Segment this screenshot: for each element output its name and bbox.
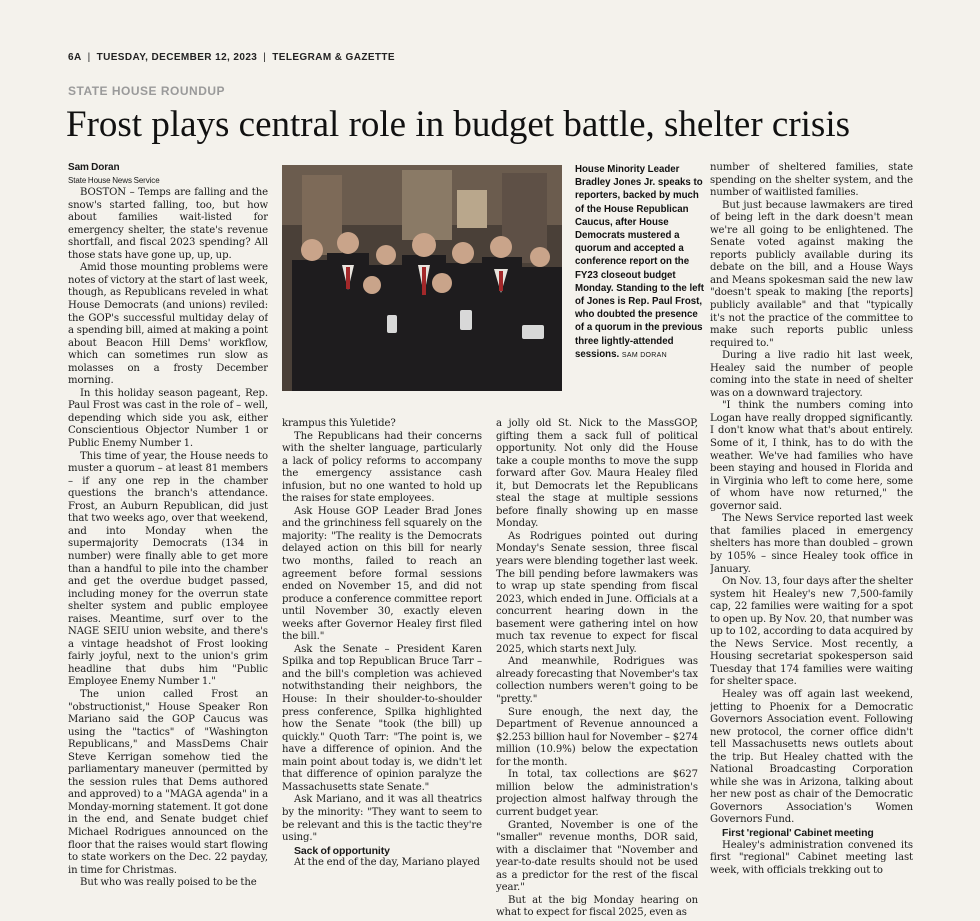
paragraph: krampus this Yuletide? bbox=[282, 418, 396, 429]
caption-text: House Minority Leader Bradley Jones Jr. speaks to reporters, backed by much of the House Republican Caucus, after House Democrats mustered a quorum and accepted a conference report on the FY23 closeout budget Monday. Standing to the left of Jones is Rep. Paul Frost, who doubted the presence of a quorum in the previous three lightly-attended sessions. bbox=[575, 164, 704, 360]
paragraph: And meanwhile, Rodrigues was already forecasting that November's tax collection numbers weren't going to be "pretty." bbox=[496, 656, 698, 706]
headline: Frost plays central role in budget battle, shelter crisis bbox=[66, 104, 850, 145]
photo-image bbox=[282, 165, 562, 391]
paragraph: a jolly old St. Nick to the MassGOP, gifting them a sack full of political opportunity. Not only did the House take a couple months to move the supp forward after Gov. Maura Healey filed it, but Democrats let the Republicans steal the stage at multiple sessions before finally showing up en masse Monday. bbox=[496, 418, 698, 530]
byline-name: Sam Doran bbox=[68, 162, 120, 173]
photo-caption bbox=[575, 163, 705, 362]
paragraph: But who was really poised to be the bbox=[80, 877, 257, 889]
paragraph: Sure enough, the next day, the Department of Revenue announced a $2.253 billion haul for November – $274 million (10.9%) below the expectation for the month. bbox=[496, 706, 698, 768]
article-column-3 bbox=[496, 418, 698, 921]
paragraph: The Republicans had their concerns with the shelter language, particularly a lack of policy reforms to accompany the emergency assistance cash infusion, but no one wanted to hold up the raises for state employees. bbox=[282, 430, 482, 505]
paragraph: In total, tax collections are $627 million below the administration's projection almost halfway through the current budget year. bbox=[496, 769, 698, 818]
section-kicker: STATE HOUSE ROUNDUP bbox=[68, 84, 226, 98]
paper-name: TELEGRAM & GAZETTE bbox=[272, 52, 396, 63]
news-photo bbox=[282, 165, 562, 391]
paragraph: number of sheltered families, state spending on the shelter system, and the number of waitlisted families. bbox=[710, 162, 913, 199]
photo-credit: SAM DORAN bbox=[621, 351, 667, 359]
article-column-1 bbox=[68, 162, 268, 921]
paragraph: Ask Mariano, and it was all theatrics by the minority: "They want to seem to be relevant and this is the tactic they're using." bbox=[282, 794, 482, 844]
paragraph: BOSTON – Temps are falling and the snow's started falling, too, but how about families wait-listed for emergency shelter, the state's revenue shortfall, and fiscal 2023 spending? All those stats have gone up, up, up. bbox=[68, 187, 268, 261]
paragraph: Healey was off again last weekend, jetting to Phoenix for a Democratic Governors Association event. Following new protocol, the corner office didn't tell Massachusetts news outlets about the trip. But Healey chatted with the National Broadcasting Corporation while she was in Arizona, talking about her new post as chair of the Democratic Governors Association's Women Governors Fund. bbox=[710, 688, 913, 826]
paragraph: The News Service reported last week that families placed in emergency shelters has more than doubled – grown by 105% – since Healey took office in January. bbox=[710, 513, 913, 575]
paragraph: Granted, November is one of the "smaller" revenue months, DOR said, with a disclaimer that "November and year-to-date results should not be used as a predictor for the rest of the fiscal year." bbox=[496, 819, 698, 894]
issue-date: TUESDAY, DECEMBER 12, 2023 bbox=[96, 52, 258, 63]
article-column-4 bbox=[710, 162, 913, 921]
paragraph: As Rodrigues pointed out during Monday's Senate session, three fiscal years were blending together last week. The bill pending before lawmakers was to wrap up state spending from fiscal 2023, which ended in June. Officials at a concurrent hearing down in the basement were gathering intel on how much tax revenue to expect for fiscal 2025, which starts next July. bbox=[496, 530, 698, 655]
paragraph: But just because lawmakers are tired of being left in the dark doesn't mean we're all going to be enlightened. The Senate voted against making the reports publicly available during its debate on the bill, and a House Ways and Means spokesman said the new law "doesn't speak to making [the reports] publicly available" and that "typically it's not the practice of the committee to make such reports public unless required to." bbox=[710, 199, 913, 349]
subhead: Sack of opportunity bbox=[294, 844, 390, 857]
paragraph: "I think the numbers coming into Logan have really dropped significantly. I don't know what that's about entirely. Some of it, I think, has to do with the weather. We've had families who have been staying and housed in Florida and in Virginia who left to come here, some of whom have now returned," the governor said. bbox=[710, 400, 913, 512]
page-number: 6A bbox=[68, 52, 82, 63]
paragraph: In this holiday season pageant, Rep. Paul Frost was cast in the role of – well, depending which side you ask, either Conscientious Objector Number 1 or Public Enemy Number 1. bbox=[68, 387, 268, 450]
paragraph: The union called Frost an "obstructionist," House Speaker Ron Mariano said the GOP Caucus was using the "tactics" of "Washington Republicans," and MassDems Chair Steve Kerrigan somehow tied the parliamentary maneuver (permitted by the session rules that Dems authored and approved) to a "MAGA agenda" in a Monday-morning statement. It got done in the end, and Senate budget chief Michael Rodrigues announced on the floor that the raises would start flowing to state workers on the Dec. 22 payday, in time for Christmas. bbox=[68, 688, 268, 876]
paragraph: This time of year, the House needs to muster a quorum – at least 81 members – if any one rep in the chamber questions the branch's attendance. Frost, an Auburn Republican, did just that two weeks ago, over that weekend, and into Monday when the supermajority Democrats (134 in number) were finally able to get more than a handful to pile into the chamber and get the overdue budget passed, including money for the overrun state shelter system and public employee raises. Meantime, surf over to the NAGE SEIU union website, and there's a vintage headshot of Frost looking fairly joyful, next to the union's grim headline that dubs him "Public Employee Enemy Number 1." bbox=[68, 450, 268, 688]
paragraph: On Nov. 13, four days after the shelter system hit Healey's new 7,500-family cap, 22 families were waiting for a spot to open up. By Nov. 20, that number was up to 102, according to data acquired by the News Service. Most recently, a Housing secretariat spokesperson said Tuesday that 174 families were waiting for shelter space. bbox=[710, 576, 913, 688]
article-column-2 bbox=[282, 418, 482, 921]
paragraph: Healey's administration convened its first "regional" Cabinet meeting last week, with officials trekking out to bbox=[710, 839, 913, 876]
paragraph: Amid those mounting problems were notes of victory at the start of last week, though, as Republicans reveled in what House Democrats (and unions) reviled: the GOP's successful multiday delay of a spending bill, aimed at making a point about Beacon Hill Dems' workflow, which can sometimes run slow as molasses on a frosty December morning. bbox=[68, 262, 268, 387]
paragraph: Ask the Senate – President Karen Spilka and top Republican Bruce Tarr – and the bill's completion was achieved notwithstanding their neighbors, the House: In their shoulder-to-shoulder press conference, Spilka highlighted how the Senate "took (the bill) up quickly." Quoth Tarr: "The point is, we have a difference of opinion. And the main point about today is, we didn't let that difference of opinion paralyze the Massachusetts state Senate." bbox=[282, 643, 482, 793]
page-folio: 6A | TUESDAY, DECEMBER 12, 2023 | TELEGRAM & GAZETTE bbox=[68, 52, 396, 63]
subhead: First 'regional' Cabinet meeting bbox=[722, 826, 874, 839]
paragraph: During a live radio hit last week, Healey said the number of people coming into the state in need of shelter was on a downward trajectory. bbox=[710, 350, 913, 399]
paragraph: But at the big Monday hearing on what to expect for fiscal 2025, even as bbox=[496, 894, 698, 919]
paragraph: Ask House GOP Leader Brad Jones and the grinchiness fell squarely on the majority: "The reality is the Democrats delayed action on this bill for nearly two months, failed to reach an agreement before formal sessions ended on November 15, and did not produce a conference committee report until November 30, exactly eleven weeks after Governor Healey first filed the bill." bbox=[282, 505, 482, 643]
paragraph: At the end of the day, Mariano played bbox=[294, 857, 480, 869]
byline-org: State House News Service bbox=[68, 175, 160, 185]
